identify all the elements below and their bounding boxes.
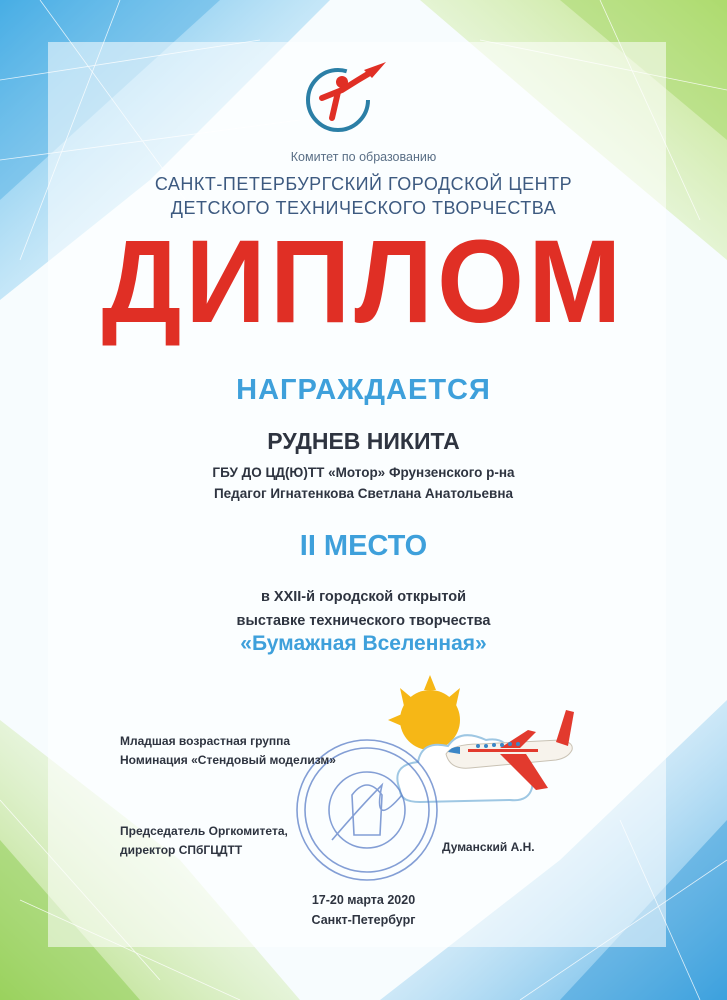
signature-title xyxy=(120,822,288,860)
event-description xyxy=(0,585,727,633)
category-block xyxy=(120,732,336,770)
event-line2: выставке технического творчества xyxy=(236,613,491,629)
footer-date-place xyxy=(0,890,727,930)
center-logo-icon xyxy=(298,52,390,144)
committee-label: Комитет по образованию xyxy=(290,150,437,164)
diploma-title: ДИПЛОМ xyxy=(101,215,626,348)
center-name xyxy=(0,172,727,220)
awarded-label: НАГРАЖДАЕТСЯ xyxy=(236,374,491,406)
age-group: Младшая возрастная группа xyxy=(120,734,291,748)
recipient-details xyxy=(0,462,727,504)
signature-title-line2: директор СПбГЦДТТ xyxy=(120,843,243,857)
center-name-line2: ДЕТСКОГО ТЕХНИЧЕСКОГО ТВОРЧЕСТВА xyxy=(170,198,557,218)
recipient-name: РУДНЕВ НИКИТА xyxy=(267,428,460,454)
event-line1: в XXII-й городской открытой xyxy=(260,589,467,605)
event-city: Санкт-Петербург xyxy=(311,913,416,927)
recipient-organization: ГБУ ДО ЦД(Ю)ТТ «Мотор» Фрунзенского р-на xyxy=(212,465,515,480)
event-name: «Бумажная Вселенная» xyxy=(240,632,487,655)
recipient-teacher: Педагог Игнатенкова Светлана Анатольевна xyxy=(213,486,514,501)
signature-title-line1: Председатель Оргкомитета, xyxy=(120,824,288,838)
signer-name: Думанский А.Н. xyxy=(442,840,535,854)
center-name-line1: САНКТ-ПЕТЕРБУРГСКИЙ ГОРОДСКОЙ ЦЕНТР xyxy=(154,174,573,194)
event-dates: 17-20 марта 2020 xyxy=(311,893,416,907)
nomination: Номинация «Стендовый моделизм» xyxy=(120,753,336,767)
place-label: II МЕСТО xyxy=(299,530,428,562)
